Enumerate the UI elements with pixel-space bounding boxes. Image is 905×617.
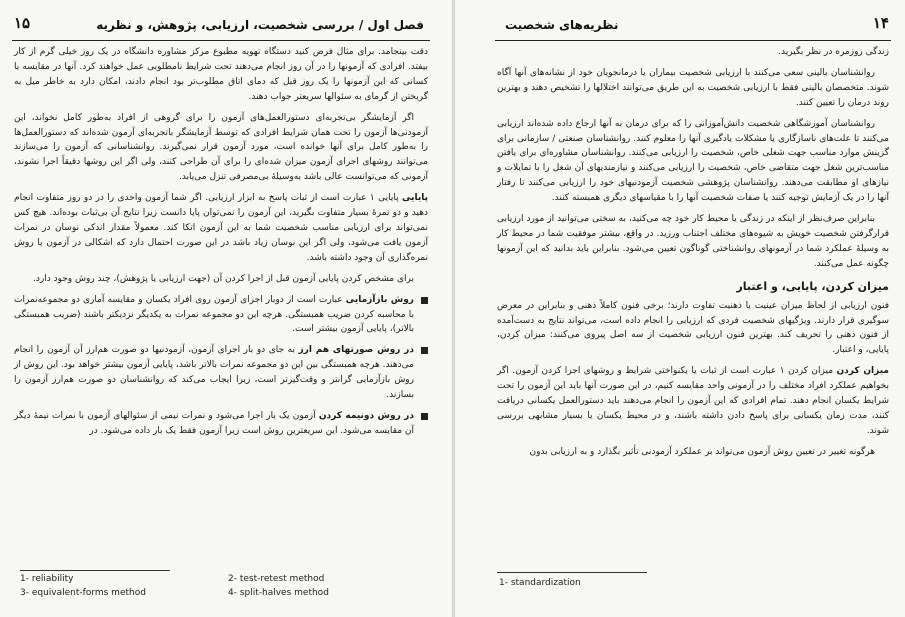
footnote-rule: [20, 570, 170, 571]
reliability-heading: پایایی: [401, 193, 428, 204]
footnote: 1- standardization: [499, 578, 581, 588]
footnote: 3- equivalent-forms method: [20, 588, 146, 598]
running-header: نظریه‌های شخصیت: [505, 18, 619, 32]
header-rule: [12, 40, 430, 41]
reliability-paragraph: [14, 191, 428, 266]
list-item: [14, 293, 428, 338]
standardization-heading: میزان کردن: [836, 366, 889, 377]
list-item: [14, 343, 428, 403]
footnote: 2- test-retest method: [228, 574, 325, 584]
right-page-body: [497, 45, 889, 466]
bullet-term: روش بازآزمایی: [345, 294, 414, 305]
paragraph: هرگونه تغییر در تعیین روش آزمون می‌تواند بر عملکرد آزمودنی تأثیر بگذارد و به ارزیابی بدون: [529, 446, 875, 457]
left-page-body: [14, 45, 428, 445]
list-item: [14, 409, 428, 439]
paragraph: زندگی روزمره در نظر بگیرید.: [778, 47, 889, 57]
paragraph: روانشناسان بالینی سعی می‌کنند با ارزیابی شخصیت بیماران یا درمانجویان خود از نشانه‌های آنها آگاه شوند. متخصصان بالینی فقط با ارزیابی شخصیت به این طریق می‌توانند اختلالها را تشخیص دهند و بهترین روند درمان را تعیین کنند.: [497, 67, 889, 108]
left-page: [0, 0, 452, 617]
standardization-paragraph: [497, 364, 889, 439]
section-heading: میزان کردن، پایایی، و اعتبار: [736, 279, 889, 293]
paragraph: اگر آزمایشگر بی‌تجربه‌ای دستورالعمل‌های آزمون را برای گروهی از افراد به‌طور کامل نخواند، این آزمودنی‌ها آزمون را تحت همان شرایط افرادی که توسط آزمایشگر باتجربه‌ای آزمون شده‌اند که دستورالعمل‌ها را به‌طور کامل برای آنها خوانده است، مورد آزمون قرار نمی‌گیرند. روانشناسانی که آزمون را می‌سازند می‌توانند روشهای اجرای آزمون میزان شده‌ای را برای آن طراحی کنند، ولی اگر این روشها دقیقاً اجرا نشوند، آزمونی که می‌توانست عالی باشد به‌وسیلهٔ بی‌مصرفی تنزل می‌یابد.: [14, 112, 428, 183]
standardization-text: میزان کردن ۱ عبارت است از ثبات یا یکنواختی شرایط و روشهای اجرا کردن آزمون. اگر بخواهیم عملکرد افراد مختلف را در آزمونی واحد مقایسه کنیم، در این صورت آنها باید این آزمون را تحت شرایط یکسان انجام دهند. تمام افرادی که این آزمون را انجام می‌دهند باید دستورالعمل یکسانی دریافت کنند، مدت زمان یکسانی برای پاسخ دادن داشته باشند، و در محیط یکسان یا بسیار مشابهی بررسی شوند.: [497, 366, 889, 436]
footnote: 1- reliability: [20, 574, 74, 584]
footnote-rule: [497, 572, 647, 573]
paragraph: فنون ارزیابی از لحاظ میزان عینیت یا ذهنیت تفاوت دارند؛ برخی فنون کاملاً ذهنی و بنابراین در معرض سوگیری قرار دارند. ویژگیهای شخصیت فردی که ارزیابی را انجام داده است، می‌تواند نتایج به دست‌آمده از فنون ذهنی را تحریف کند. بهترین فنون ارزیابی شخصیت از سه اصل پیروی می‌کنند: میزان کردن، پایایی، و اعتبار.: [497, 300, 889, 356]
bullet-text: عبارت است از دوبار اجرای آزمون روی افراد یکسان و مقایسه آماری دو مجموعه‌نمرات با محاسبه کردن ضریب همبستگی. هرچه این دو مجموعه نمرات به یکدیگر نزدیکتر باشند (ضریب همبستگی بالاتر)، پایایی آزمون بیشتر است.: [14, 294, 414, 335]
running-header: فصل اول / بررسی شخصیت، ارزیابی، پژوهش، و نظریه: [96, 18, 424, 32]
bullet-text: به جای دو بار اجرای آزمون، آزمودنیها دو صورت هم‌ارز آن آزمون را انجام می‌دهند. هرچه همبستگی بین این دو مجموعه نمرات بالاتر باشد، پایایی آزمون بیشتر خواهد بود. این روش از روش بازآزمایی گرانتر و وقت‌گیرتر است، زیرا ایجاب می‌کند که روانشناسان دو صورت هم‌ارز آزمون را بسازند.: [14, 345, 414, 401]
paragraph: روانشناسان آموزشگاهی شخصیت دانش‌آموزانی را که برای درمان به آنها ارجاع داده شده‌اند ارزیابی می‌کنند تا علت‌های ناسازگاری یا مشکلات یادگیری آنها را معلوم کنند. روانشناسان صنعتی / سازمانی برای گزینش موارد مناسب جهت شغلی خاص، شخصیت را ارزیابی می‌کنند. روانشناسان مشاوره‌ای برای یافتن مناسب‌ترین شغل جهت متقاضی خاص، شخصیت را ارزیابی می‌کنند و نیازمندیهای آن شغل را با تمایلات و نیازهای او مطابقت می‌دهند. روانشناسان پژوهشی شخصیت آزمودنیهای خود را ارزیابی می‌کنند تا رفتار آنها را در یک آزمایش توجیه کنند یا صفات شخصیت آنها را با مقیاسهای دیگری همبسته کنند.: [497, 118, 889, 204]
header-rule: [495, 40, 891, 41]
footnote: 4- split-halves method: [228, 588, 329, 598]
paragraph: بنابراین صرف‌نظر از اینکه در زندگی یا محیط کار خود چه می‌کنید، به سختی می‌توانید از مورد ارزیابی قرارگرفتن شخصیت خویش به شیوه‌های مختلف اجتناب ورزید. در واقع، بیشتر موفقیت شما در محیط کار به وسیلهٔ عملکرد شما در آزمونهای روانشناختی گوناگون تعیین می‌شود. بنابراین باید بدانید که این آزمونها چگونه عمل می‌کنند.: [497, 214, 889, 269]
page-number: ۱۵: [14, 14, 31, 32]
paragraph: دقت بینجامد. برای مثال فرض کنید دستگاه تهویه مطبوع مرکز مشاوره دانشگاه در یک روز خیلی گرم از کار بیفتد. افرادی که آزمونها را در آن روز انجام می‌دهند تحت شرایط نامطلوبی عمل خواهند کرد. آنها در مقایسه با کسانی که این آزمونها را یک روز قبل که دمای اتاق مطلوب‌تر بود انجام دادند، امکان دارد به خاطر میل به گریختن از گرمای به سئوالها سریعتر جواب دهند.: [14, 47, 428, 102]
bullet-text: آزمون یک بار اجرا می‌شود و نمرات نیمی از سئوالهای آزمون با نمرات نیمهٔ دیگر آن مقایسه می‌شود. این سریعترین روش است زیرا آزمون فقط یک بار داده می‌شود. در: [14, 410, 414, 436]
right-page: [455, 0, 905, 617]
bullet-term: در روش صورتهای هم ارز: [298, 345, 414, 356]
reliability-text: پایایی ۱ عبارت است از ثبات پاسخ به ابزار ارزیابی. اگر شما آزمون واحدی را در دو روز متفاوت انجام دهید و دو نمرهٔ بسیار متفاوت بگیرید، این آزمون را نمی‌توان پایا دانست زیرا نتایج آن بی‌ثبات بوده‌اند. هیچ کس نمی‌تواند برای ارزیابی مناسب شخصیت شما به این آزمون اتکا کند. معمولاً مقدار اندکی نوسان در نمرات آزمون یافت می‌شود، ولی اگر این نوسان زیاد باشد در این صورت احتمال دارد که اشکالی در آزمون یا روش نمره‌گذاری آن وجود داشته باشد.: [14, 193, 428, 263]
page-number: ۱۴: [872, 14, 889, 32]
bullet-term: در روش دونیمه کردن: [318, 410, 414, 421]
paragraph: برای مشخص کردن پایایی آزمون قبل از اجرا کردن آن (جهت ارزیابی یا پژوهش)، چند روش وجود دارد.: [33, 273, 414, 284]
